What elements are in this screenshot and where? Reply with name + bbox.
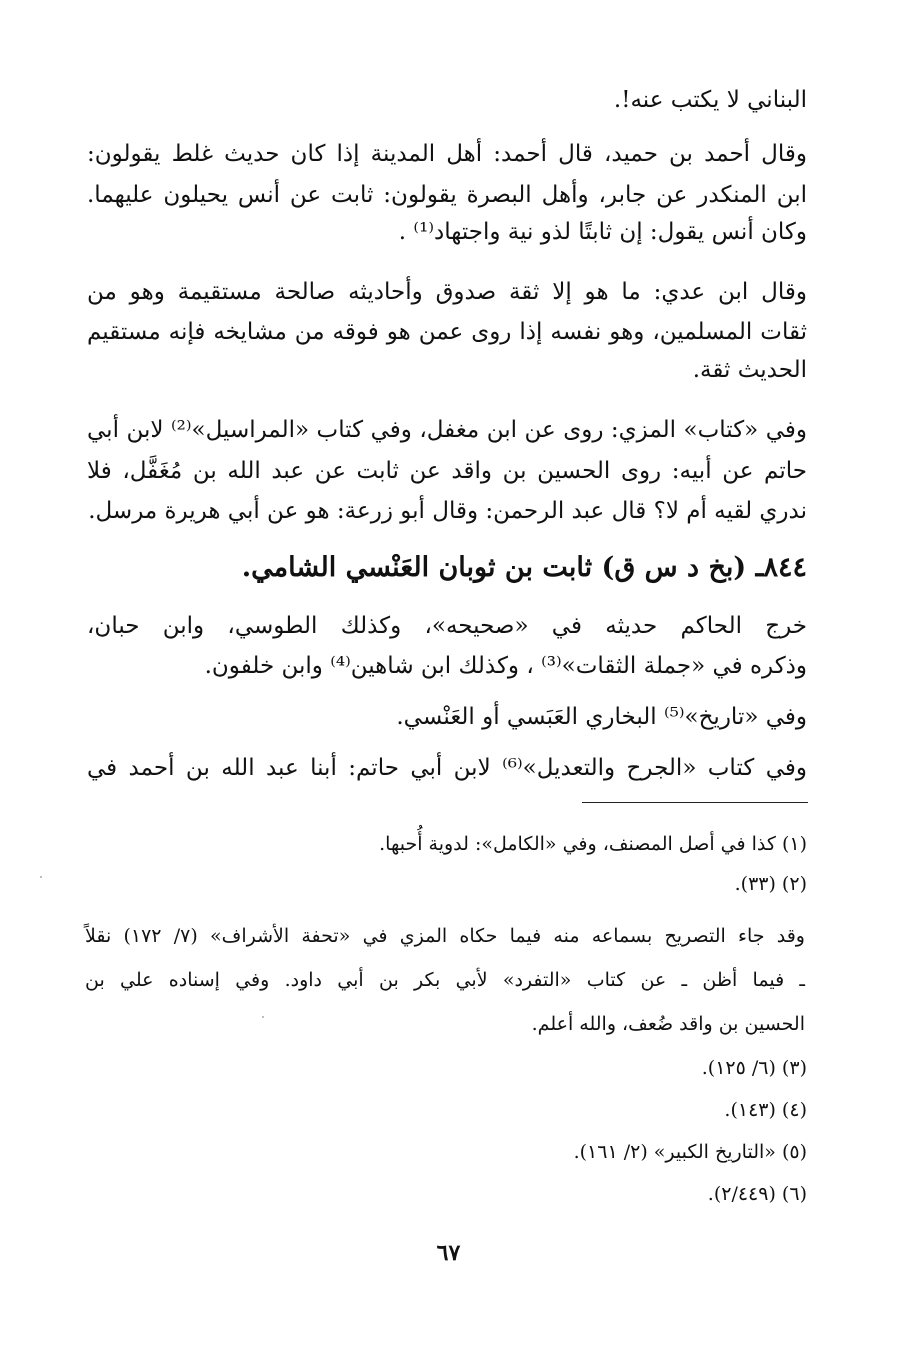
page-number: ٦٧ <box>436 1240 461 1266</box>
body-line-1: البناني لا يكتب عنه!. <box>613 87 807 113</box>
footnote-2: (٢) (٣٣). <box>734 873 807 895</box>
body-line-5: وقال ابن عدي: ما هو إلا ثقة صدوق وأحاديثه صالحة مستقيمة وهو من <box>87 279 807 305</box>
footnote-2-continuation-2: ـ فيما أظن ـ عن كتاب «التفرد» لأبي بكر بن أبي داود. وفي إسناده علي بن <box>85 969 806 991</box>
body-line-14: وفي «تاريخ»⁽⁵⁾ البخاري العَبَسي أو العَنْسي. <box>396 704 807 730</box>
footnote-4: (٤) (١٤٣). <box>724 1099 807 1121</box>
body-line-10: ندري لقيه أم لا؟ قال عبد الرحمن: وقال أبو زرعة: هو عن أبي هريرة مرسل. <box>88 498 807 524</box>
body-line-3: ابن المنكدر عن جابر، وأهل البصرة يقولون: ثابت عن أنس يحيلون عليهما. <box>87 182 807 208</box>
footnote-2-continuation-3: الحسين بن واقد ضُعف، والله أعلم. <box>531 1013 805 1035</box>
body-line-6: ثقات المسلمين، وهو نفسه إذا روى عمن هو فوقه من مشايخه فإنه مستقيم <box>87 319 807 345</box>
body-line-8: وفي «كتاب» المزي: روى عن ابن مغفل، وفي كتاب «المراسيل»⁽²⁾ لابن أبي <box>87 417 808 443</box>
footnote-separator <box>582 802 808 803</box>
scan-speck <box>262 1016 264 1018</box>
body-line-2: وقال أحمد بن حميد، قال أحمد: أهل المدينة إذا كان حديث غلط يقولون: <box>87 141 807 167</box>
footnote-5: (٥) «التاريخ الكبير» (٢/ ١٦١). <box>573 1141 807 1163</box>
scan-speck <box>40 876 42 878</box>
body-line-4: وكان أنس يقول: إن ثابتًا لذو نية واجتهاد⁽¹⁾ . <box>398 219 807 245</box>
body-line-15: وفي كتاب «الجرح والتعديل»⁽⁶⁾ لابن أبي حاتم: أبنا عبد الله بن أحمد في <box>87 755 807 781</box>
entry-heading: ٨٤٤ـ (بخ د س ق) ثابت بن ثوبان العَنْسي الشامي. <box>241 552 807 583</box>
body-line-13: وذكره في «جملة الثقات»⁽³⁾ ، وكذلك ابن شاهين⁽⁴⁾ وابن خلفون. <box>204 653 807 679</box>
footnote-6: (٦) (٢/٤٤٩). <box>707 1183 807 1205</box>
body-line-9: حاتم عن أبيه: روى الحسين بن واقد عن ثابت عن عبد الله بن مُغَفَّل، فلا <box>87 458 807 484</box>
footnote-1: (١) كذا في أصل المصنف، وفي «الكامل»: لدوية أُحبها. <box>379 833 807 855</box>
footnote-2-continuation-1: وقد جاء التصريح بسماعه منه فيما حكاه المزي في «تحفة الأشراف» (٧/ ١٧٢) نقلاً <box>85 925 805 947</box>
body-line-7: الحديث ثقة. <box>692 357 807 383</box>
footnote-3: (٣) (٦/ ١٢٥). <box>701 1057 807 1079</box>
body-line-12: خرج الحاكم حديثه في «صحيحه»، وكذلك الطوسي، وابن حبان، <box>87 613 807 639</box>
